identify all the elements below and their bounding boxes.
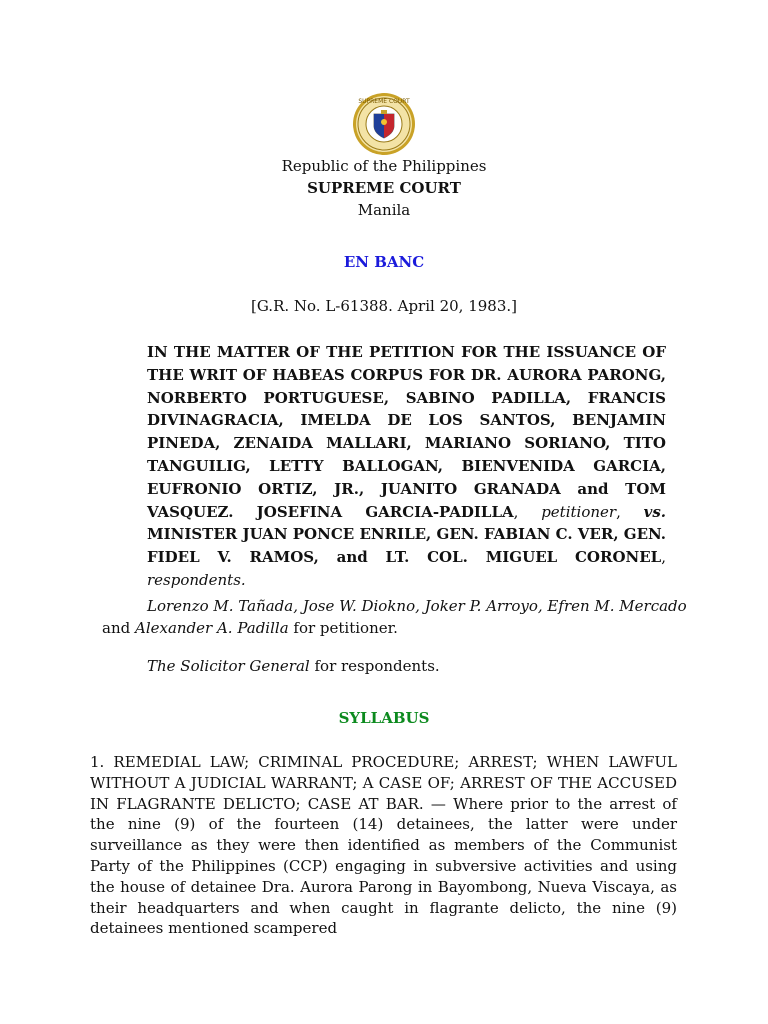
case-title-part2: MINISTER JUAN PONCE ENRILE, GEN. FABIAN C. VER, GEN. FIDEL V. RAMOS, and LT. COL. MIGUEL CORONEL: [147, 525, 666, 567]
case-title-part1: IN THE MATTER OF THE PETITION FOR THE ISSUANCE OF THE WRIT OF HABEAS CORPUS FOR DR. AURORA PARONG, NORBERTO PORTUGUESE, SABINO PADILLA, FRANCIS DIVINAGRACIA, IMELDA DE LOS SANTOS, BENJAMIN PINEDA, ZENAIDA MALLARI, MARIANO SORIANO, TITO TANGUILIG, LETTY BALLOGAN, BIENVENIDA GARCIA, EUFRONIO ORTIZ, JR., JUANITO GRANADA and TOM VASQUEZ. JOSEFINA GARCIA-PADILLA: [147, 343, 666, 521]
syllabus-paragraph: 1. REMEDIAL LAW; CRIMINAL PROCEDURE; ARREST; WHEN LAWFUL WITHOUT A JUDICIAL WARRANT; A CASE OF; ARREST OF THE ACCUSED IN FLAGRANTE DELICTO; CASE AT BAR. — Where prior to the arrest of the nine (9) of the fourteen (14) detainees, the latter were under surveillance as they were then identified as members of the Communist Party of the Philippines (CCP) engaging in subversive activities and using the house of detainee Dra. Aurora Parong in Bayombong, Nueva Viscaya, as their headquarters and when caught in flagrante delicto, the nine (9) detainees mentioned scampered: [90, 753, 677, 938]
for-petitioner: for petitioner.: [288, 619, 398, 637]
petitioner-counsel-last: Alexander A. Padilla: [134, 619, 289, 637]
docket-number: [G.R. No. L-61388. April 20, 1983.]: [251, 297, 517, 315]
for-respondents: for respondents.: [309, 657, 440, 675]
court-name: SUPREME COURT: [307, 179, 461, 197]
respondent-counsel: [147, 655, 667, 677]
comma: ,: [616, 502, 644, 521]
versus-label: vs.: [643, 502, 666, 521]
petitioner-counsel-line2: [102, 617, 662, 639]
solicitor-general: The Solicitor General: [147, 657, 310, 675]
city-name: Manila: [357, 201, 411, 219]
petitioner-label: petitioner: [541, 502, 617, 521]
seal-ring-text: SUPREME COURT: [358, 98, 410, 105]
respondents-label: respondents.: [147, 570, 246, 589]
supreme-court-seal-icon: [352, 92, 416, 156]
and-word: and: [102, 619, 135, 637]
case-title: [147, 341, 666, 592]
division-heading: EN BANC: [343, 253, 425, 271]
comma: ,: [661, 548, 666, 567]
republic-line: Republic of the Philippines: [281, 157, 487, 175]
petitioner-counsel-line1: Lorenzo M. Tañada, Jose W. Diokno, Joker P. Arroyo, Efren M. Mercado: [147, 597, 687, 615]
comma: ,: [513, 502, 542, 521]
syllabus-heading: SYLLABUS: [338, 709, 430, 727]
